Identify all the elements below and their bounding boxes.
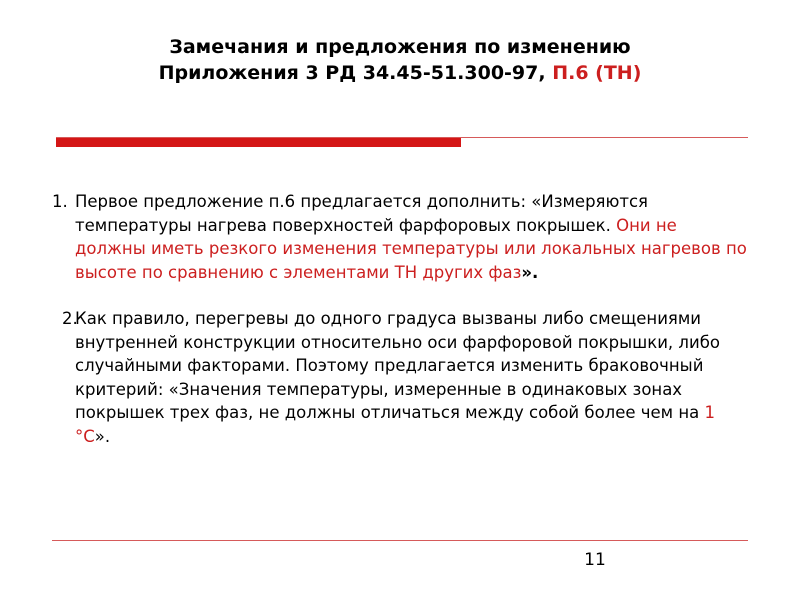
slide-title	[60, 34, 740, 86]
title-line-2-main: Приложения 3 РД 34.45-51.300-97,	[158, 62, 553, 84]
list-item-2-highlight: 1 °С	[75, 403, 715, 446]
top-accent-bar	[56, 138, 461, 147]
list-item-1-number: 1.	[52, 192, 68, 211]
list-item-2-text: Как правило, перегревы до одного градуса вызваны либо смещениями внутренней конструкции относительно оси фарфоровой покрышки, либо случайными факторами. Поэтому предлагается изменить браковочный критерий: «Значения температуры, измеренные в одинаковых зонах покрышек трех фаз, не должны отличаться между собой более чем на	[75, 309, 720, 422]
list-item-1	[52, 190, 752, 284]
page-number: 11	[584, 550, 606, 570]
list-item-1-closing: ».	[521, 262, 539, 282]
title-line-2	[60, 60, 740, 86]
list-item-2-closing: ».	[94, 426, 111, 446]
list-item-1-highlight: Они не должны иметь резкого изменения температуры или локальных нагревов по высоте по сравнению с элементами ТН других фаз	[75, 215, 747, 282]
title-line-1: Замечания и предложения по изменению	[169, 36, 631, 58]
list-item-2-number: 2.	[62, 309, 78, 328]
bottom-divider-line	[52, 540, 748, 541]
slide-body	[52, 190, 752, 448]
list-item-1-text: Первое предложение п.6 предлагается дополнить: «Измеряются температуры нагрева поверхностей фарфоровых покрышек.	[75, 192, 648, 235]
list-item-2	[52, 307, 752, 448]
title-line-2-highlight: П.6 (ТН)	[552, 62, 642, 84]
